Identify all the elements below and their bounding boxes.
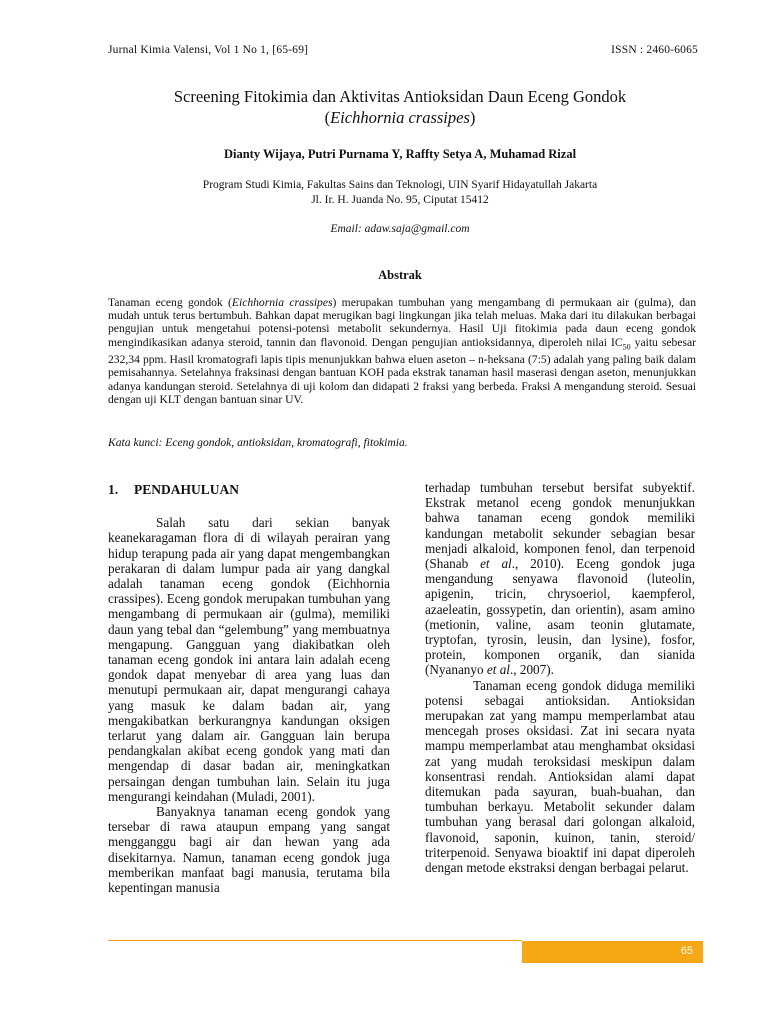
section-number: 1. [108,482,119,497]
title-line-2 [60,107,740,128]
affiliation-line-2: Jl. Ir. H. Juanda No. 95, Ciputat 15412 [311,193,489,206]
paragraph-1: Salah satu dari sekian banyak keanekaragaman flora di di wilayah perairan yang hidup terapung pada air yang dapat mengembangkan perakaran di dalam lumpur pada air yang dangkal adalah tanaman eceng gondok (Eichhornia crassipes). Eceng gondok merupakan tumbuhan yang mengambang di permukaan air (gulma), memiliki daun yang tebal dan “gelembung” yang membuatnya mengapung. Gangguan yang diakibatkan oleh tanaman eceng gondok ini antara lain adalah eceng gondok dapat menyebar di area yang luas dan menutupi permukaan air, dapat mengurangi cahaya yang masuk ke dalam badan air, yang mengakibatkan berkurangnya kandungan oksigen terlarut yang dalam air. Gangguan lain berupa pendangkalan akibat eceng gondok yang mati dan mengendap di dasar badan air, meningkatkan persaingan dengan tumbuhan lain. Selain itu juga mengurangi keindahan (Muladi, 2001). [108,515,390,804]
title-line-1: Screening Fitokimia dan Aktivitas Antioksidan Daun Eceng Gondok [173,87,627,106]
left-column [108,482,390,895]
citation-et-al: et al [480,556,512,572]
footer-rule [108,940,522,941]
running-head [108,44,698,56]
affiliation-line-1: Program Studi Kimia, Fakultas Sains dan Teknologi, UIN Syarif Hidayatullah Jakarta [202,179,598,191]
ic50-subscript: 50 [622,341,631,351]
email: Email: adaw.saja@gmail.com [330,223,470,235]
title-open-paren: ( [324,108,331,127]
author-list: Dianty Wijaya, Putri Purnama Y, Raffty Setya A, Muhamad Rizal [223,147,577,161]
paragraph-3-part-c: ., 2007). [509,662,554,678]
scientific-name: Eichhornia crassipes [330,108,470,127]
title-close-paren: ) [469,108,476,127]
footer-bar [522,941,703,963]
title-block [60,86,740,235]
paragraph-3-part-a: terhadap tumbuhan tersebut bersifat subyektif. Ekstrak metanol eceng gondok menunjukkan bahwa tanaman eceng gondok memiliki kandungan metabolit sekunder sebagian besar menjadi alkaloid, komponen fenol, dan terpenoid (Shanab [425,480,695,572]
paper-title [60,86,740,128]
paragraph-4: Tanaman eceng gondok diduga memiliki potensi sebagai antioksidan. Antioksidan merupakan zat yang mampu memperlambat atau mencegah proses oksidasi. Zat ini secara nyata mampu memperlambat atau menghambat oksidasi zat yang mudah teroksidasi meskipun dalam konsentrasi rendah. Antioksidan alami dapat ditemukan pada sayuran, buah-buahan, dan tumbuhan berkayu. Metabolit sekunder dalam tumbuhan yang berasal dari golongan alkaloid, flavonoid, saponin, kuinon, tanin, steroid/ triterpenoid. Senyawa bioaktif ini dapat diperoleh dengan metode ekstraksi dengan berbagai pelarut. [425,677,695,876]
affiliation [60,178,740,207]
paragraph-2: Banyaknya tanaman eceng gondok yang tersebar di rawa ataupun empang yang sangat mengganggu bagi air dan hewan yang ada disekitarnya. Namun, tanaman eceng gondok juga memberikan manfaat bagi manusia, terutama bila kepentingan manusia [108,804,390,896]
abstract-part-c: yaitu sebesar 232,34 ppm. Hasil kromatografi lapis tipis menunjukkan bahwa eluen aseton – n-heksana (7:5) adalah yang paling baik dalam pemisahannya. Setelahnya fraksinasi dengan bantuan KOH pada ekstrak tanaman hasil maserasi dengan aseton, menunjukkan adanya kandungan steroid. Setelahnya di uji kolom dan didapati 2 fraksi yang berbeda. Fraksi A mengandung steroid. Sesuai dengan uji KLT dengan bantuan sinar UV. [108,335,696,406]
citation-et-al-2: et al [486,662,510,678]
issn: ISSN : 2460-6065 [611,44,698,56]
paragraph-3 [425,480,695,678]
paragraph-3-part-b: ., 2010). Eceng gondok juga mengandung senyawa flavonoid (luteolin, apigenin, tricin, chrysoeriol, kaempferol, azaeleatin, gossypetin, dan orientin), asam amino (metionin, valine, asam teonin glutamate, tryptofan, tyrosin, leusin, dan lysine), fosfor, protein, komponen organik, dan sianida (Nyananyo [425,556,696,678]
keywords: Kata kunci: Eceng gondok, antioksidan, kromatografi, fitokimia. [108,436,408,449]
journal-citation: Jurnal Kimia Valensi, Vol 1 No 1, [65-69] [108,44,309,56]
abstract-text [108,296,696,406]
abstract-heading: Abstrak [378,268,422,282]
abstract-part-a: Tanaman eceng gondok ( [108,296,232,309]
section-heading [108,482,390,497]
right-column [425,480,695,875]
abstract-species: Eichhornia crassipes [231,296,333,309]
abstract-part-b: ) merupakan tumbuhan yang mengambang di permukaan air (gulma), dan mudah untuk terus bertumbuh. Bahkan dapat merugikan bagi lingkungan jika telah meluas. Maka dari itu dilakukan berbagai pengujian untuk mengetahui potensi-potensi metabolit sekundernya. Hasil Uji fitokimia pada daun eceng gondok mengindikasikan adanya steroid, tannin dan flavonoid. Dengan pengujian antioksidannya, diperoleh nilai IC [108,296,696,349]
page-number: 65 [680,945,693,957]
section-title: PENDAHULUAN [134,482,240,497]
